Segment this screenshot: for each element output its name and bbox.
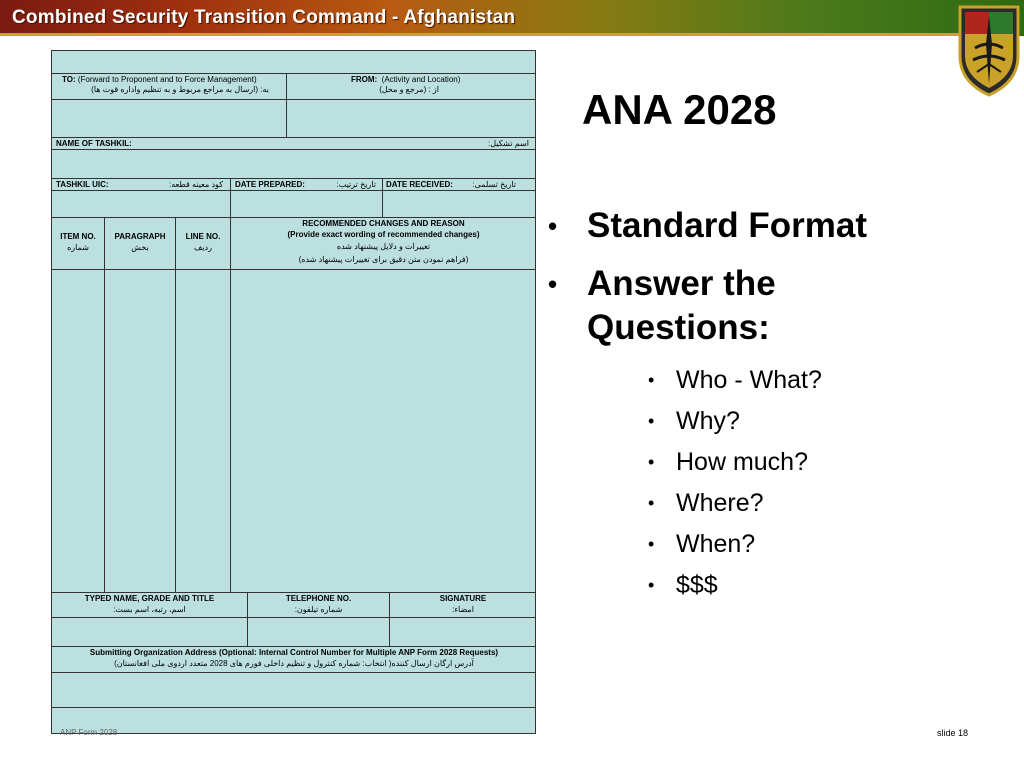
- bullet-dot-icon: •: [648, 493, 655, 513]
- bullet-dot-icon: •: [648, 411, 655, 431]
- tashkil-name-dari: اسم تشکیل:: [488, 139, 529, 148]
- typed-name-field[interactable]: [53, 618, 246, 645]
- recommended-dari-1: تغییرات و دلایل پیشنهاد شده: [336, 242, 431, 251]
- date-prepared-dari: تاریخ ترتیب:: [336, 180, 376, 189]
- bullet-dot-icon: •: [548, 269, 558, 299]
- line-no-dari: ردیف: [194, 243, 212, 252]
- recommended-subheader: (Provide exact wording of recommended changes): [287, 230, 480, 239]
- form-footer-note: ANP Form 2028: [60, 728, 118, 737]
- recommended-changes-column[interactable]: [232, 270, 535, 591]
- from-field[interactable]: [288, 100, 535, 136]
- telephone-field[interactable]: [249, 618, 388, 645]
- signature-dari: امضاء:: [452, 605, 474, 614]
- slide-title: ANA 2028: [582, 86, 777, 133]
- item-no-header: ITEM NO.: [60, 232, 96, 241]
- address-header: Submitting Organization Address (Optional: Internal Control Number for Multiple ANP Form 2028 Requests): [89, 648, 499, 657]
- date-prepared-field[interactable]: [232, 191, 381, 216]
- item-no-dari: شماره: [67, 243, 89, 252]
- address-dari: آدرس ارگان ارسال کننده( انتخاب: شماره کنترول و تنظیم داخلی فورم های 2028 متعدد اردوی ملی افغانستان): [114, 659, 474, 668]
- recommended-header: RECOMMENDED CHANGES AND REASON: [302, 219, 465, 228]
- paragraph-header: PARAGRAPH: [114, 232, 166, 241]
- date-received-field[interactable]: [384, 191, 535, 216]
- line-no-header: LINE NO.: [185, 232, 221, 241]
- date-received-dari: تاریخ تسلمی:: [472, 180, 516, 189]
- to-field[interactable]: [53, 100, 285, 136]
- address-field[interactable]: [53, 673, 535, 706]
- signature-field[interactable]: [391, 618, 535, 645]
- bullet-dot-icon: •: [548, 211, 558, 241]
- paragraph-dari: بخش: [131, 243, 149, 252]
- typed-name-header: TYPED NAME, GRADE AND TITLE: [84, 594, 215, 603]
- bullet-dot-icon: •: [648, 575, 655, 595]
- tashkil-uic-dari: کود معینه قطعه:: [169, 180, 223, 189]
- line-no-column[interactable]: [177, 270, 229, 591]
- recommended-dari-2: (فراهم نمودن متن دقیق برای تغییرات پیشنهاد شده): [298, 255, 469, 264]
- from-dari: از : (مرجع و محل): [379, 85, 439, 94]
- to-dari: به: (ارسال به مراجع مربوط و به تنظیم واداره قوت ها): [91, 85, 269, 94]
- typed-name-dari: اسم، رتبه، اسم بست:: [113, 605, 186, 614]
- item-no-column[interactable]: [53, 270, 103, 591]
- paragraph-column[interactable]: [106, 270, 174, 591]
- tashkil-name-label: NAME OF TASHKIL:: [56, 139, 132, 148]
- tashkil-name-field[interactable]: [53, 150, 535, 177]
- bullet-dot-icon: •: [648, 534, 655, 554]
- to-label: TO: (Forward to Proponent and to Force Management): [62, 75, 257, 84]
- banner-title: Combined Security Transition Command - Afghanistan: [12, 7, 516, 28]
- ana-2028-form: [51, 50, 536, 734]
- date-received-label: DATE RECEIVED:: [386, 180, 453, 189]
- unit-shield-icon: [957, 4, 1021, 98]
- signature-header: SIGNATURE: [439, 594, 487, 603]
- telephone-header: TELEPHONE NO.: [285, 594, 352, 603]
- date-prepared-label: DATE PREPARED:: [235, 180, 305, 189]
- from-label: FROM: (Activity and Location): [351, 75, 461, 84]
- bullet-dot-icon: •: [648, 452, 655, 472]
- tashkil-uic-field[interactable]: [53, 191, 229, 216]
- bullet-dot-icon: •: [648, 370, 655, 390]
- tashkil-uic-label: TASHKIL UIC:: [56, 180, 109, 189]
- slide-number: slide 18: [937, 728, 969, 738]
- telephone-dari: شماره تیلفون:: [294, 605, 343, 614]
- banner-accent-line: [0, 33, 960, 36]
